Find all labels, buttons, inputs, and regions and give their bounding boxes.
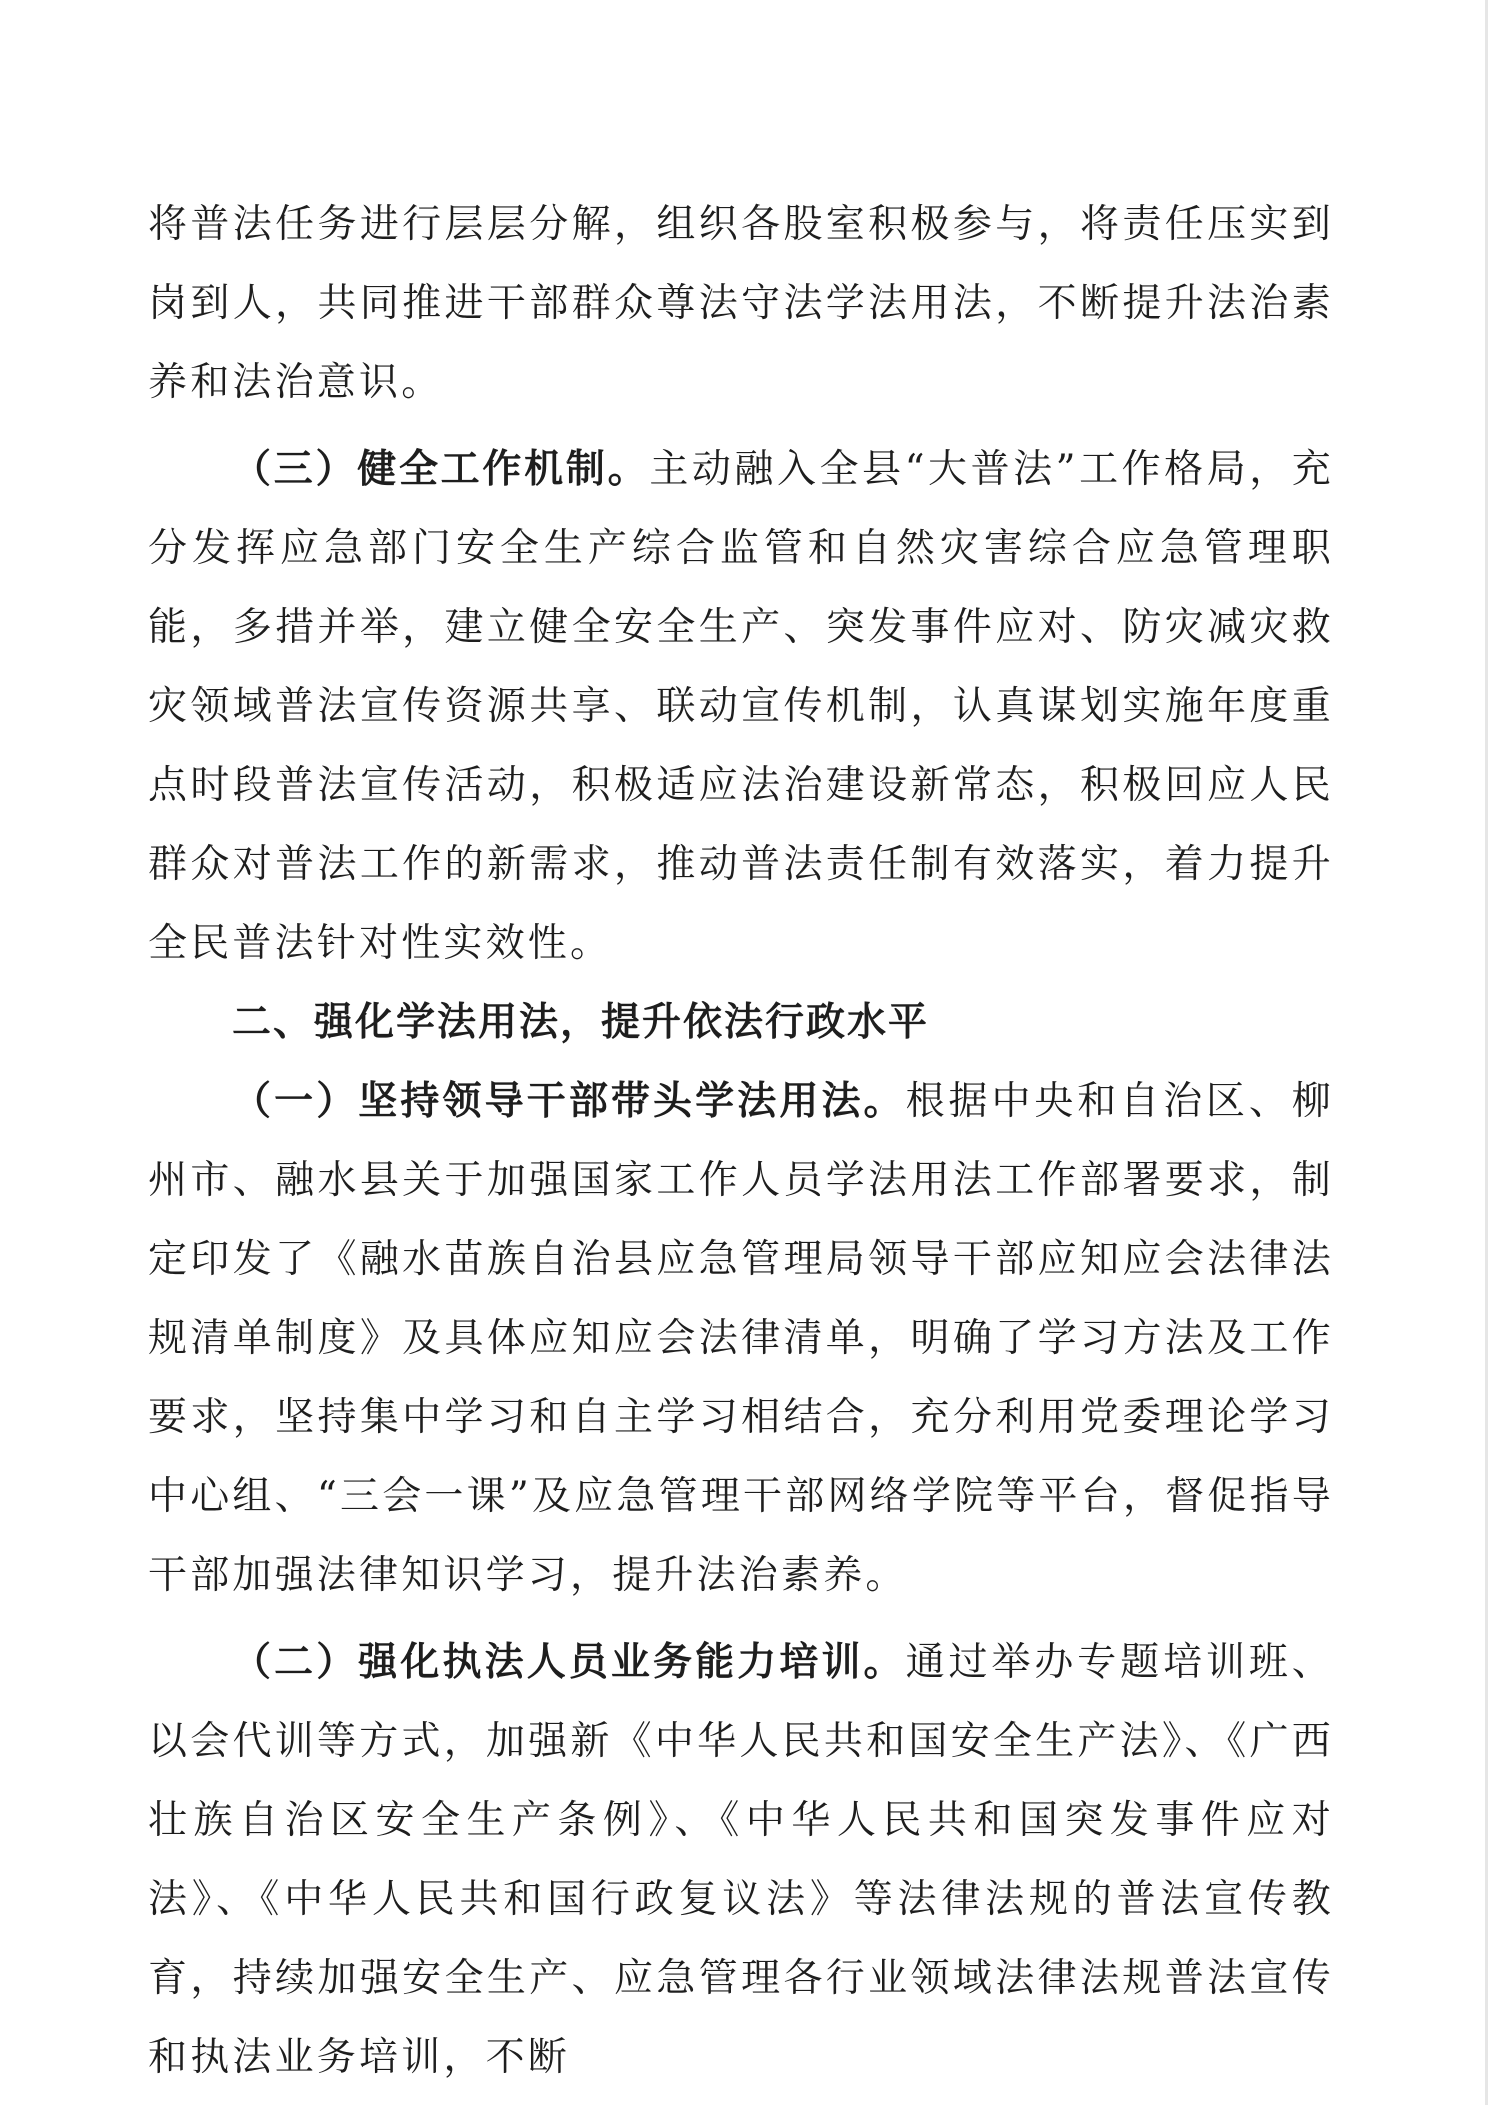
- paragraph-text: 将普法任务进行层层分解，组织各股室积极参与，将责任压实到岗到人，共同推进干部群众尊法守法学法用法，不断提升法治素养和法治意识。: [148, 202, 1334, 405]
- paragraph-text: 主动融入全县“大普法”工作格局，充分发挥应急部门安全生产综合监管和自然灾害综合应急管理职能，多措并举，建立健全安全生产、突发事件应对、防灾减灾救灾领域普法宣传资源共享、联动宣传机制，认真谋划实施年度重点时段普法宣传活动，积极适应法治建设新常态，积极回应人民群众对普法工作的新需求，推动普法责任制有效落实，着力提升全民普法针对性实效性。: [148, 447, 1334, 966]
- paragraph-lead: （三）健全工作机制。: [232, 447, 650, 492]
- section-heading: [148, 983, 1334, 1062]
- paragraph-text: 根据中央和自治区、柳州市、融水县关于加强国家工作人员学法用法工作部署要求，制定印发了《融水苗族自治县应急管理局领导干部应知应会法律法规清单制度》及具体应知应会法律清单，明确了学习方法及工作要求，坚持集中学习和自主学习相结合，充分利用党委理论学习中心组、“三会一课”及应急管理干部网络学院等平台，督促指导干部加强法律知识学习，提升法治素养。: [148, 1079, 1334, 1598]
- section-heading-text: 二、强化学法用法，提升依法行政水平: [232, 1000, 930, 1045]
- document-body: [148, 185, 1334, 2097]
- paragraph-lead: （二）强化执法人员业务能力培训。: [232, 1640, 906, 1685]
- paragraph-lead: （一）坚持领导干部带头学法用法。: [232, 1079, 906, 1124]
- paragraph-leaders-study: [148, 1062, 1334, 1615]
- paragraph-work-mechanism: [148, 430, 1334, 983]
- paragraph-text: 通过举办专题培训班、以会代训等方式，加强新《中华人民共和国安全生产法》、《广西壮族自治区安全生产条例》、《中华人民共和国突发事件应对法》、《中华人民共和国行政复议法》等法律法规的普法宣传教育，持续加强安全生产、应急管理各行业领域法律法规普法宣传和执法业务培训，不断: [148, 1640, 1334, 2080]
- paragraph-continuation: [148, 185, 1334, 422]
- paragraph-training: [148, 1623, 1334, 2097]
